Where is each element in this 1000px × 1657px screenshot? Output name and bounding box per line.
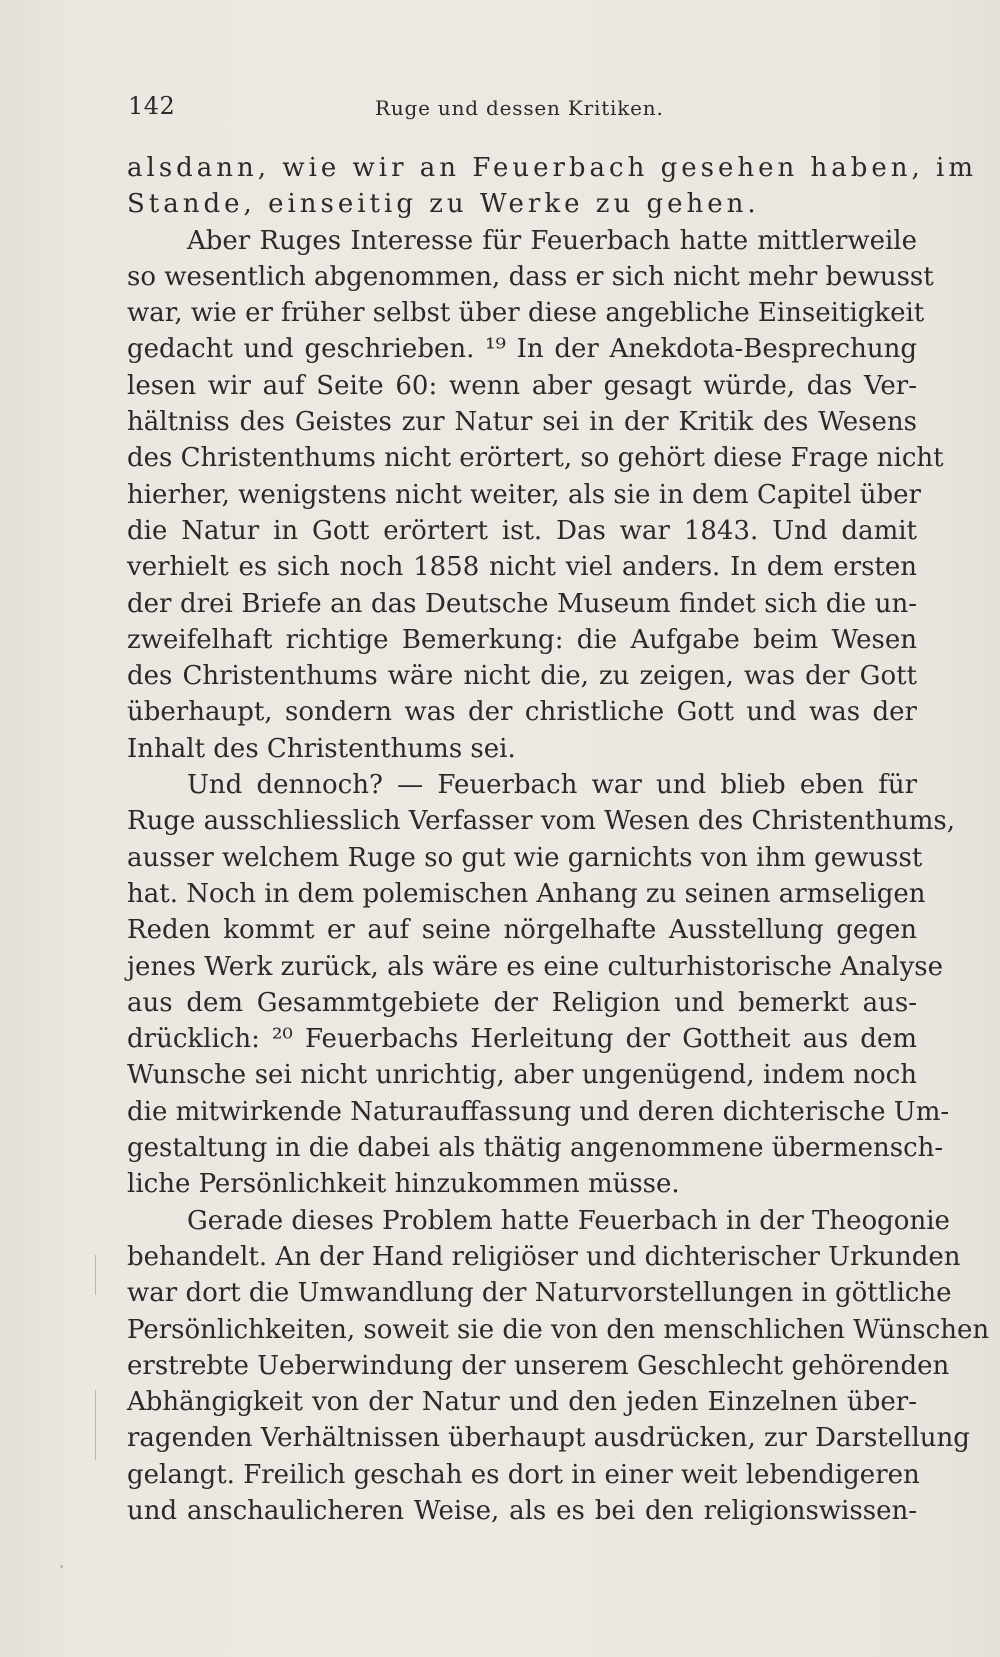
text-line: hat. Noch in dem polemischen Anhang zu seinen armseligen <box>127 878 926 909</box>
text-line: Wunsche sei nicht unrichtig, aber ungenügend, indem noch <box>127 1060 917 1091</box>
text-line: hältniss des Geistes zur Natur sei in der Kritik des Wesens <box>127 407 917 438</box>
text-line: Und dennoch? — Feuerbach war und blieb eben für <box>187 770 917 801</box>
text-line: Gerade dieses Problem hatte Feuerbach in der Theogonie <box>187 1205 950 1236</box>
text-line: verhielt es sich noch 1858 nicht viel anders. In dem ersten <box>127 552 917 583</box>
page-number: 142 <box>128 92 176 120</box>
text-line: Inhalt des Christenthums sei. <box>127 733 516 764</box>
text-line: Stande, einseitig zu Werke zu gehen. <box>127 189 760 220</box>
text-line: und anschaulicheren Weise, als es bei den religionswissen- <box>127 1495 917 1526</box>
text-line: alsdann, wie wir an Feuerbach gesehen haben, im <box>127 153 978 183</box>
text-line: war, wie er früher selbst über diese angebliche Einseitigkeit <box>127 298 925 329</box>
text-line: gelangt. Freilich geschah es dort in einer weit lebendigeren <box>127 1459 920 1490</box>
text-line: Reden kommt er auf seine nörgelhafte Ausstellung gegen <box>127 915 917 946</box>
text-line: überhaupt, sondern was der christliche Gott und was der <box>127 697 917 728</box>
text-line: ragenden Verhältnissen überhaupt ausdrücken, zur Darstellung <box>127 1423 970 1454</box>
text-line: lesen wir auf Seite 60: wenn aber gesagt würde, das Ver- <box>127 370 917 401</box>
text-line: die Natur in Gott erörtert ist. Das war 1843. Und damit <box>127 515 917 546</box>
text-line: jenes Werk zurück, als wäre es eine culturhistorische Analyse <box>127 951 943 982</box>
text-line: Persönlichkeiten, soweit sie die von den menschlichen Wünschen <box>127 1314 990 1345</box>
text-line: Aber Ruges Interesse für Feuerbach hatte mittlerweile <box>187 225 917 256</box>
text-line: ausser welchem Ruge so gut wie garnichts von ihm gewusst <box>127 842 923 873</box>
text-line: behandelt. An der Hand religiöser und dichterischer Urkunden <box>127 1241 961 1272</box>
text-line: zweifelhaft richtige Bemerkung: die Aufgabe beim Wesen <box>127 624 917 655</box>
margin-pencil-mark <box>95 1255 96 1295</box>
text-line: des Christenthums nicht erörtert, so gehört diese Frage nicht <box>127 443 944 474</box>
running-head: Ruge und dessen Kritiken. <box>375 96 664 120</box>
page-header <box>128 92 668 132</box>
text-line: Ruge ausschliesslich Verfasser vom Wesen des Christenthums, <box>127 806 955 837</box>
margin-pencil-mark <box>95 1390 96 1460</box>
text-line: gestaltung in die dabei als thätig angenommene übermensch- <box>127 1133 944 1164</box>
text-line: des Christenthums wäre nicht die, zu zeigen, was der Gott <box>127 661 917 692</box>
text-line: drücklich: ²⁰ Feuerbachs Herleitung der Gottheit aus dem <box>127 1024 917 1055</box>
text-line: war dort die Umwandlung der Naturvorstellungen in göttliche <box>127 1278 952 1309</box>
text-line: liche Persönlichkeit hinzukommen müsse. <box>127 1169 680 1200</box>
text-line: so wesentlich abgenommen, dass er sich nicht mehr bewusst <box>127 261 934 292</box>
body-text <box>127 150 990 1529</box>
text-line: aus dem Gesammtgebiete der Religion und bemerkt aus- <box>127 987 917 1018</box>
text-line: erstrebte Ueberwindung der unserem Geschlecht gehörenden <box>127 1350 950 1381</box>
paper-speck <box>60 1565 63 1568</box>
text-line: gedacht und geschrieben. ¹⁹ In der Anekdota-Besprechung <box>127 334 917 365</box>
text-line: Abhängigkeit von der Natur und den jeden Einzelnen über- <box>127 1387 917 1418</box>
text-line: die mitwirkende Naturauffassung und deren dichterische Um- <box>127 1096 950 1127</box>
text-line: der drei Briefe an das Deutsche Museum findet sich die un- <box>127 588 917 619</box>
text-line: hierher, wenigstens nicht weiter, als sie in dem Capitel über <box>127 479 921 510</box>
